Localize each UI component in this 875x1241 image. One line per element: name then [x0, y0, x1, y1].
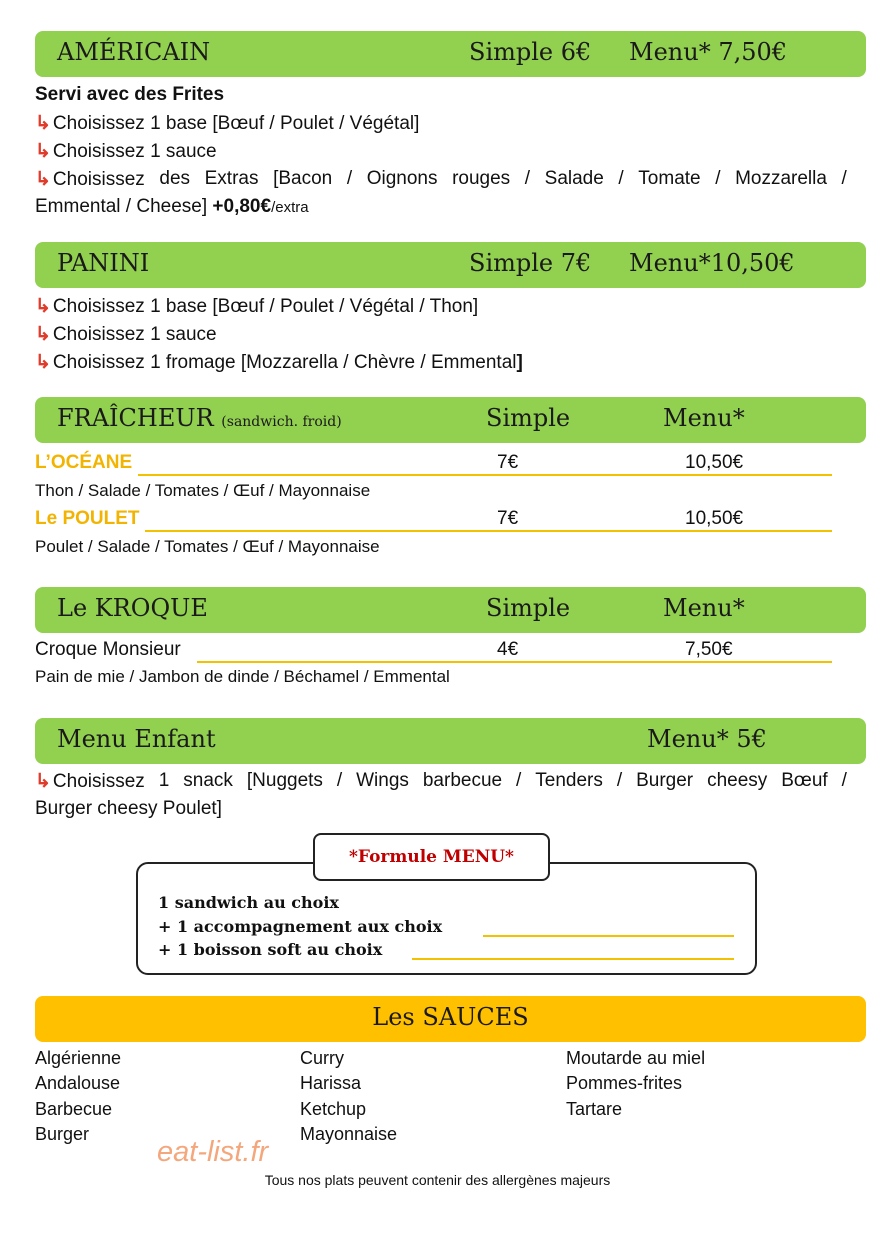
panini-choice-3: ↳ Choisissez 1 fromage [Mozzarella / Chèvre / Emmental]	[35, 352, 523, 373]
word: [Nuggets	[246, 770, 323, 791]
panini-header	[35, 242, 866, 288]
kroque-title: Le KROQUE	[57, 594, 208, 622]
americain-choice-1: ↳ Choisissez 1 base [Bœuf / Poulet / Végétal]	[35, 113, 420, 134]
word: /	[841, 770, 847, 791]
word: [Bacon	[273, 168, 333, 189]
sauce-item: Andalouse	[35, 1073, 121, 1093]
sauce-item: Ketchup	[300, 1099, 367, 1119]
word: Extras	[204, 168, 259, 189]
item-poulet-simple: 7€	[497, 508, 519, 529]
word: Oignons	[366, 168, 438, 189]
item-poulet-underline	[145, 530, 832, 532]
extra-unit: /extra	[271, 199, 309, 216]
kroque-col-menu: Menu*	[663, 594, 745, 622]
sauce-item: Moutarde au miel	[566, 1048, 706, 1068]
fraicheur-subtitle: (sandwich. froid)	[221, 414, 342, 430]
word: 1	[158, 770, 170, 791]
item-croque-simple: 4€	[497, 639, 519, 660]
item-oceane-desc: Thon / Salade / Tomates / Œuf / Mayonnaise	[35, 481, 371, 500]
item-oceane-name: L’OCÉANE	[35, 452, 133, 473]
arrow-right-turn-icon: ↳	[35, 771, 51, 792]
word: Burger	[636, 770, 694, 791]
enfant-choice	[35, 770, 847, 793]
kroque-col-simple: Simple	[486, 594, 571, 622]
sauces-title: Les SAUCES	[372, 1003, 529, 1031]
item-croque-name: Croque Monsieur	[35, 639, 181, 660]
item-croque-desc: Pain de mie / Jambon de dinde / Béchamel / Emmental	[35, 667, 450, 686]
choice-3-first-word: ↳ Choisissez	[35, 169, 145, 190]
americain-simple-price: Simple 6€	[469, 38, 592, 66]
word: cheesy	[707, 770, 768, 791]
word: /	[524, 168, 531, 189]
sauce-item: Barbecue	[35, 1099, 113, 1119]
word: /	[618, 168, 624, 189]
formule-title: *Formule MENU*	[313, 833, 550, 881]
americain-header	[35, 31, 866, 77]
formule-line-3-underline	[412, 958, 734, 960]
word: Salade	[544, 168, 604, 189]
word: Wings	[356, 770, 409, 791]
panini-simple-price: Simple 7€	[469, 249, 592, 277]
word: Bœuf	[781, 770, 828, 791]
word: /	[336, 770, 343, 791]
sauce-item: Pommes-frites	[566, 1073, 683, 1093]
panini-choice-1: ↳ Choisissez 1 base [Bœuf / Poulet / Végétal / Thon]	[35, 296, 479, 317]
word: /	[616, 770, 623, 791]
allergen-notice: Tous nos plats peuvent contenir des allergènes majeurs	[264, 1172, 611, 1188]
word: snack	[183, 770, 233, 791]
enfant-choice-continued: Burger cheesy Poulet]	[35, 798, 222, 819]
americain-choice-2: ↳ Choisissez 1 sauce	[35, 141, 217, 162]
arrow-right-turn-icon: ↳	[35, 169, 51, 190]
enfant-choice-first-word: ↳ Choisissez	[35, 771, 145, 792]
word: Tomate	[638, 168, 701, 189]
americain-served: Servi avec des Frites	[35, 84, 225, 105]
fraicheur-header	[35, 397, 866, 443]
panini-title: PANINI	[57, 249, 150, 277]
item-oceane-menu: 10,50€	[685, 452, 744, 473]
item-croque-underline	[197, 661, 832, 663]
arrow-right-turn-icon: ↳	[35, 113, 51, 134]
panini-choice-2: ↳ Choisissez 1 sauce	[35, 324, 217, 345]
arrow-right-turn-icon: ↳	[35, 141, 51, 162]
fraicheur-title: FRAÎCHEUR (sandwich. froid)	[57, 404, 342, 432]
watermark: eat-list.fr	[157, 1136, 269, 1168]
sauce-item: Burger	[35, 1124, 90, 1144]
word: /	[715, 168, 721, 189]
arrow-right-turn-icon: ↳	[35, 324, 51, 345]
item-poulet-desc: Poulet / Salade / Tomates / Œuf / Mayonnaise	[35, 537, 380, 556]
item-oceane-underline	[138, 474, 832, 476]
formule-line-2-underline	[483, 935, 734, 937]
sauce-item: Harissa	[300, 1073, 362, 1093]
word: Tenders	[535, 770, 603, 791]
item-croque-menu: 7,50€	[685, 639, 733, 660]
panini-menu-price: Menu*10,50€	[629, 249, 795, 277]
formule-line-1: 1 sandwich au choix	[158, 893, 339, 912]
enfant-header	[35, 718, 866, 764]
americain-menu-price: Menu* 7,50€	[629, 38, 788, 66]
word: Mozzarella	[735, 168, 827, 189]
enfant-title: Menu Enfant	[57, 725, 216, 753]
sauce-item: Algérienne	[35, 1048, 122, 1068]
sauce-item: Curry	[300, 1048, 344, 1068]
word: /	[346, 168, 353, 189]
word: rouges	[452, 168, 511, 189]
sauces-header	[35, 996, 866, 1042]
arrow-right-turn-icon: ↳	[35, 296, 51, 317]
word: des	[159, 168, 191, 189]
americain-title: AMÉRICAIN	[57, 38, 211, 66]
formule-line-2: + 1 accompagnement aux choix	[158, 917, 443, 936]
item-poulet-menu: 10,50€	[685, 508, 744, 529]
extra-price: +0,80€	[212, 196, 272, 217]
word: /	[841, 168, 847, 189]
item-oceane-simple: 7€	[497, 452, 519, 473]
sauce-item: Mayonnaise	[300, 1124, 398, 1144]
sauce-item: Tartare	[566, 1099, 623, 1119]
enfant-menu-price: Menu* 5€	[647, 725, 767, 753]
formule-line-3: + 1 boisson soft au choix	[158, 940, 383, 959]
kroque-header	[35, 587, 866, 633]
arrow-right-turn-icon: ↳	[35, 352, 51, 373]
word: barbecue	[422, 770, 503, 791]
americain-choice-3-continued: Emmental / Cheese] +0,80€/extra	[35, 196, 309, 217]
fraicheur-col-menu: Menu*	[663, 404, 745, 432]
fraicheur-col-simple: Simple	[486, 404, 571, 432]
americain-choice-3	[35, 168, 847, 191]
item-poulet-name: Le POULET	[35, 508, 140, 529]
word: /	[516, 770, 522, 791]
